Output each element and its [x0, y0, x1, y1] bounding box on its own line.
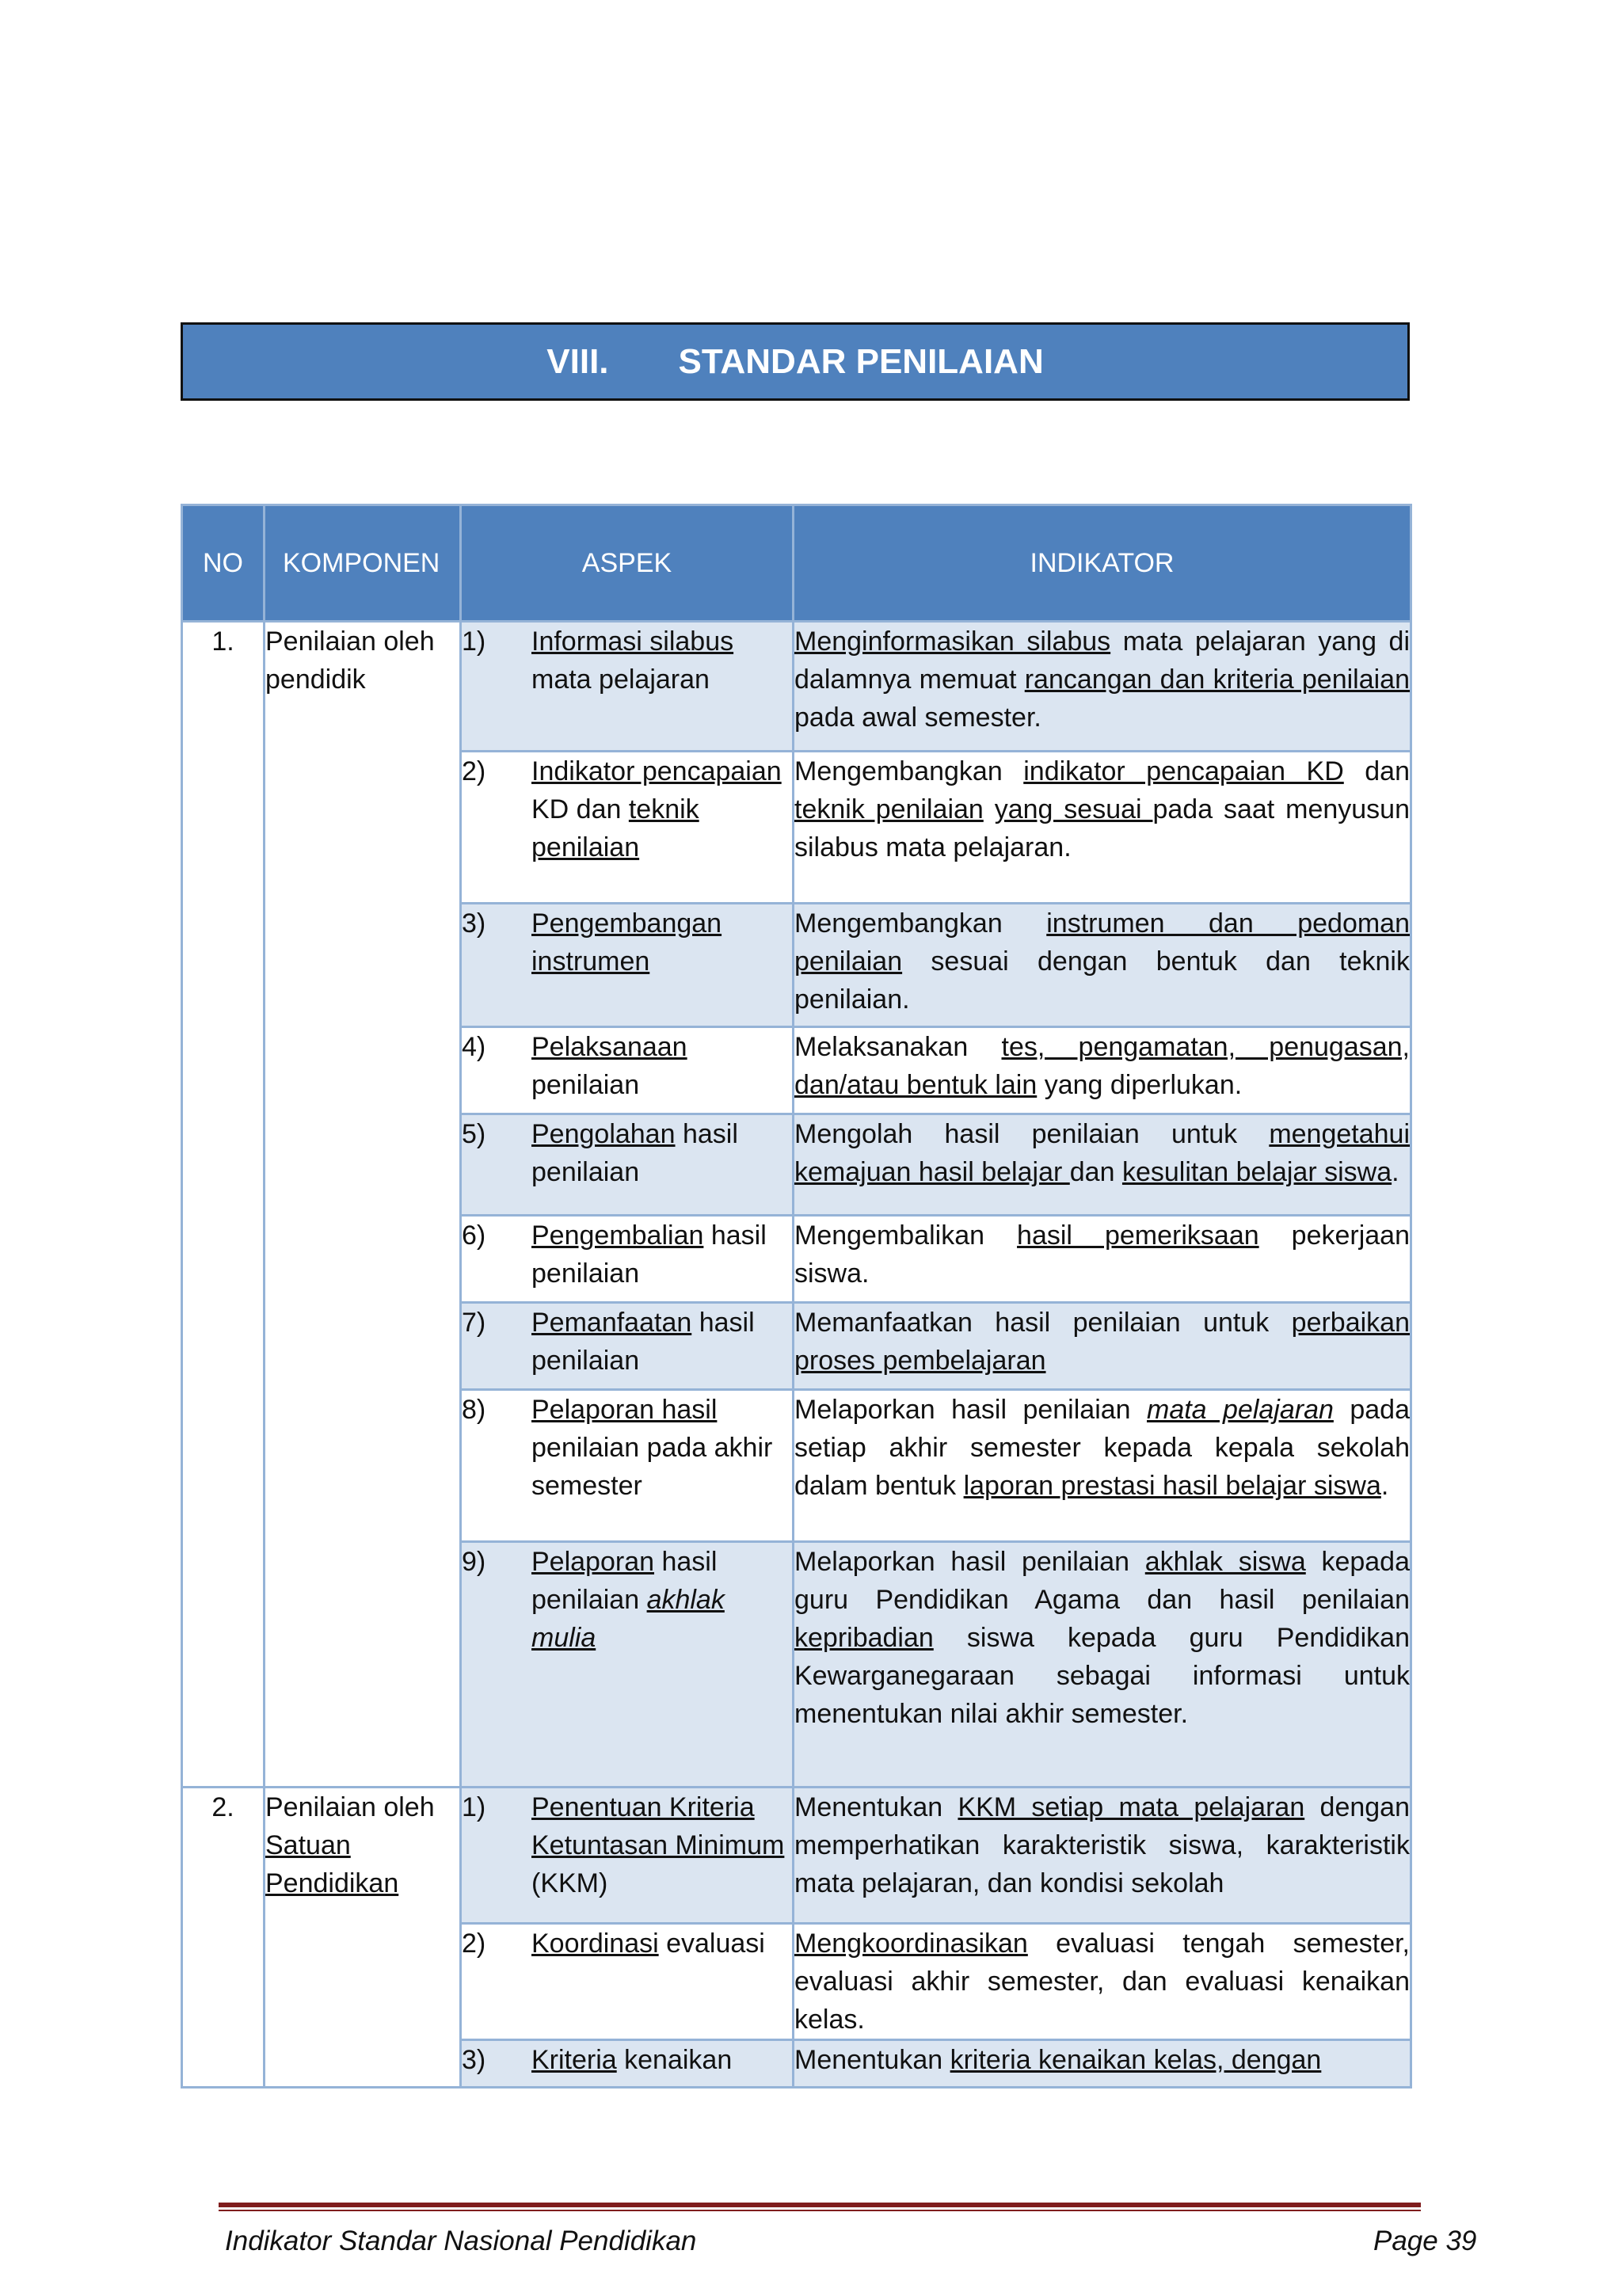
aspek-text: [531, 1028, 792, 1104]
text-segment: indikator pencapaian KD: [1023, 756, 1344, 786]
cell-aspek: [461, 1027, 794, 1114]
text-segment: sesuai dengan bentuk dan teknik penilaian.: [794, 946, 1410, 1015]
aspek-number: 3): [462, 2045, 486, 2075]
text-segment: evaluasi tengah semester, evaluasi akhir semester, dan evaluasi kenaikan kelas.: [794, 1929, 1410, 2035]
text-segment: Pengembalian: [531, 1220, 704, 1251]
text-segment: Melaporkan hasil penilaian: [794, 1547, 1145, 1577]
indicator-table: [181, 504, 1412, 2088]
text-segment: Informasi silabus: [531, 626, 734, 657]
text-segment: kepribadian: [794, 1623, 934, 1653]
text-segment: Satuan Pendidikan: [265, 1830, 399, 1898]
cell-no: 1.: [182, 622, 265, 1788]
cell-indikator: [794, 1924, 1411, 2040]
aspek-number: 2): [462, 1929, 486, 1959]
text-segment: hasil penilaian: [531, 1119, 738, 1187]
text-segment: Pelaporan: [531, 1547, 655, 1577]
aspek-number: 1): [462, 626, 486, 657]
aspek-number: 2): [462, 756, 486, 786]
footer-divider-thick: [219, 2203, 1421, 2207]
aspek-number: 3): [462, 908, 486, 939]
header-komponen: KOMPONEN: [265, 505, 461, 622]
cell-indikator: [794, 752, 1411, 904]
text-segment: teknik penilaian: [794, 794, 984, 824]
aspek-text: [531, 623, 792, 699]
text-segment: mata pelajaran yang di dalamnya memuat: [794, 626, 1410, 695]
cell-aspek: [461, 2040, 794, 2088]
text-segment: Mengkoordinasikan: [794, 1929, 1028, 1959]
text-segment: yang sesuai: [994, 794, 1153, 824]
text-segment: Melaporkan hasil penilaian: [794, 1395, 1147, 1425]
aspek-text: [531, 2041, 732, 2079]
text-segment: penilaian: [531, 1070, 640, 1100]
text-segment: pendidik: [265, 664, 366, 695]
cell-indikator: [794, 1216, 1411, 1303]
text-segment: [984, 794, 995, 824]
text-segment: Indikator pencapaian: [531, 756, 782, 786]
text-segment: mata pelajaran: [531, 664, 710, 695]
aspek-number: 8): [462, 1395, 486, 1425]
text-segment: pada saat menyusun silabus mata pelajaran.: [794, 794, 1410, 862]
text-segment: mata pelajaran: [1147, 1395, 1334, 1425]
text-segment: pada setiap akhir semester kepada kepala sekolah dalam bentuk: [794, 1395, 1410, 1501]
text-segment: Mengolah hasil penilaian untuk: [794, 1119, 1270, 1149]
text-segment: (KKM): [531, 1868, 608, 1898]
cell-aspek: [461, 1114, 794, 1216]
text-segment: Kriteria: [531, 2045, 617, 2075]
aspek-number: 7): [462, 1308, 486, 1338]
cell-aspek: [461, 1303, 794, 1390]
text-segment: dengan memperhatikan karakteristik siswa, karakteristik mata pelajaran, dan kondisi sekolah: [794, 1792, 1410, 1898]
text-segment: .: [1380, 1471, 1389, 1501]
text-segment: dan: [1343, 756, 1410, 786]
text-segment: kriteria kenaikan kelas, dengan: [950, 2045, 1322, 2075]
cell-aspek: [461, 1924, 794, 2040]
cell-aspek: [461, 1788, 794, 1924]
aspek-text: [531, 1391, 792, 1505]
table-row: [182, 1788, 1411, 1924]
table-row: [182, 622, 1411, 752]
text-segment: pada awal semester.: [794, 703, 1041, 733]
aspek-text: [531, 1543, 792, 1657]
text-segment: Pelaksanaan: [531, 1032, 687, 1062]
text-segment: hasil penilaian: [531, 1220, 767, 1289]
text-segment: evaluasi: [658, 1929, 765, 1959]
text-segment: kenaikan: [616, 2045, 733, 2075]
text-segment: laporan prestasi hasil belajar siswa: [963, 1471, 1381, 1501]
aspek-text: [531, 1115, 792, 1191]
text-segment: Mengembalikan: [794, 1220, 1018, 1251]
aspek-number: 1): [462, 1792, 486, 1822]
footer-page-number: Page 39: [1373, 2226, 1477, 2256]
text-segment: Penentuan Kriteria Ketuntasan Minimum: [531, 1792, 785, 1860]
aspek-number: 9): [462, 1547, 486, 1577]
cell-indikator: [794, 1542, 1411, 1788]
text-segment: hasil pemeriksaan: [1017, 1220, 1259, 1251]
text-segment: oleh: [375, 626, 435, 657]
cell-aspek: [461, 752, 794, 904]
aspek-number: 5): [462, 1119, 486, 1149]
text-segment: Pelaporan hasil: [531, 1395, 718, 1425]
text-segment: Penilaian: [265, 626, 376, 657]
text-segment: Koordinasi: [531, 1929, 659, 1959]
text-segment: teknik penilaian: [531, 794, 699, 862]
section-title-bar: [181, 322, 1410, 401]
text-segment: Mengembangkan: [794, 756, 1024, 786]
text-segment: .: [1392, 1157, 1399, 1187]
cell-indikator: [794, 2040, 1411, 2088]
cell-aspek: [461, 1542, 794, 1788]
cell-komponen: [265, 1788, 461, 2088]
text-segment: penilaian pada akhir semester: [531, 1433, 773, 1501]
cell-aspek: [461, 904, 794, 1027]
text-segment: yang diperlukan.: [1037, 1070, 1243, 1100]
text-segment: hasil penilaian: [531, 1547, 718, 1615]
cell-indikator: [794, 622, 1411, 752]
text-segment: akhlak mulia: [531, 1585, 725, 1653]
footer-divider-thin: [219, 2210, 1421, 2211]
table-header-row: [182, 505, 1411, 622]
aspek-text: [531, 1217, 792, 1293]
cell-indikator: [794, 1390, 1411, 1542]
text-segment: tes, pengamatan, penugasan, dan/atau bentuk lain: [794, 1032, 1411, 1100]
text-segment: rancangan dan kriteria penilaian: [1024, 664, 1411, 695]
text-segment: instrumen dan pedoman penilaian: [794, 908, 1410, 977]
aspek-text: [531, 1788, 792, 1902]
text-segment: Menentukan: [794, 2045, 950, 2075]
aspek-text: [531, 904, 792, 980]
aspek-text: [531, 1925, 765, 1963]
cell-aspek: [461, 1216, 794, 1303]
text-segment: oleh: [375, 1792, 435, 1822]
cell-indikator: [794, 1788, 1411, 1924]
cell-aspek: [461, 1390, 794, 1542]
cell-indikator: [794, 904, 1411, 1027]
aspek-text: [531, 752, 792, 866]
text-segment: kesulitan belajar siswa: [1121, 1157, 1392, 1187]
section-title: STANDAR PENILAIAN: [678, 341, 1044, 381]
text-segment: Penilaian: [265, 1792, 376, 1822]
header-indikator: INDIKATOR: [794, 505, 1411, 622]
text-segment: Mengembangkan: [794, 908, 1047, 939]
header-aspek: ASPEK: [461, 505, 794, 622]
text-segment: mengetahui kemajuan hasil belajar: [794, 1119, 1410, 1187]
aspek-number: 4): [462, 1032, 486, 1062]
section-number: VIII.: [546, 341, 609, 381]
text-segment: Menginformasikan silabus: [794, 626, 1111, 657]
cell-indikator: [794, 1114, 1411, 1216]
header-no: NO: [182, 505, 265, 622]
text-segment: kepada guru Pendidikan Agama dan hasil penilaian: [794, 1547, 1410, 1615]
cell-indikator: [794, 1027, 1411, 1114]
text-segment: Melaksanakan: [794, 1032, 1002, 1062]
text-segment: perbaikan proses pembelajaran: [794, 1308, 1410, 1376]
text-segment: Memanfaatkan hasil penilaian untuk: [794, 1308, 1292, 1338]
text-segment: Pengembangan instrumen: [531, 908, 722, 977]
text-segment: Menentukan: [794, 1792, 958, 1822]
cell-no: 2.: [182, 1788, 265, 2088]
text-segment: KKM setiap mata pelajaran: [958, 1792, 1305, 1822]
cell-komponen: [265, 622, 461, 1788]
text-segment: Pengolahan: [531, 1119, 676, 1149]
aspek-number: 6): [462, 1220, 486, 1251]
cell-aspek: [461, 622, 794, 752]
text-segment: pekerjaan siswa.: [794, 1220, 1410, 1289]
aspek-text: [531, 1304, 792, 1380]
text-segment: KD dan: [531, 794, 629, 824]
footer-document-title: Indikator Standar Nasional Pendidikan: [225, 2226, 697, 2256]
text-segment: Pemanfaatan: [531, 1308, 692, 1338]
text-segment: siswa kepada guru Pendidikan Kewarganegaraan sebagai informasi untuk menentukan nilai akhir semester.: [794, 1623, 1410, 1729]
cell-indikator: [794, 1303, 1411, 1390]
text-segment: akhlak siswa: [1144, 1547, 1306, 1577]
text-segment: dan: [1069, 1157, 1122, 1187]
text-segment: hasil penilaian: [531, 1308, 755, 1376]
